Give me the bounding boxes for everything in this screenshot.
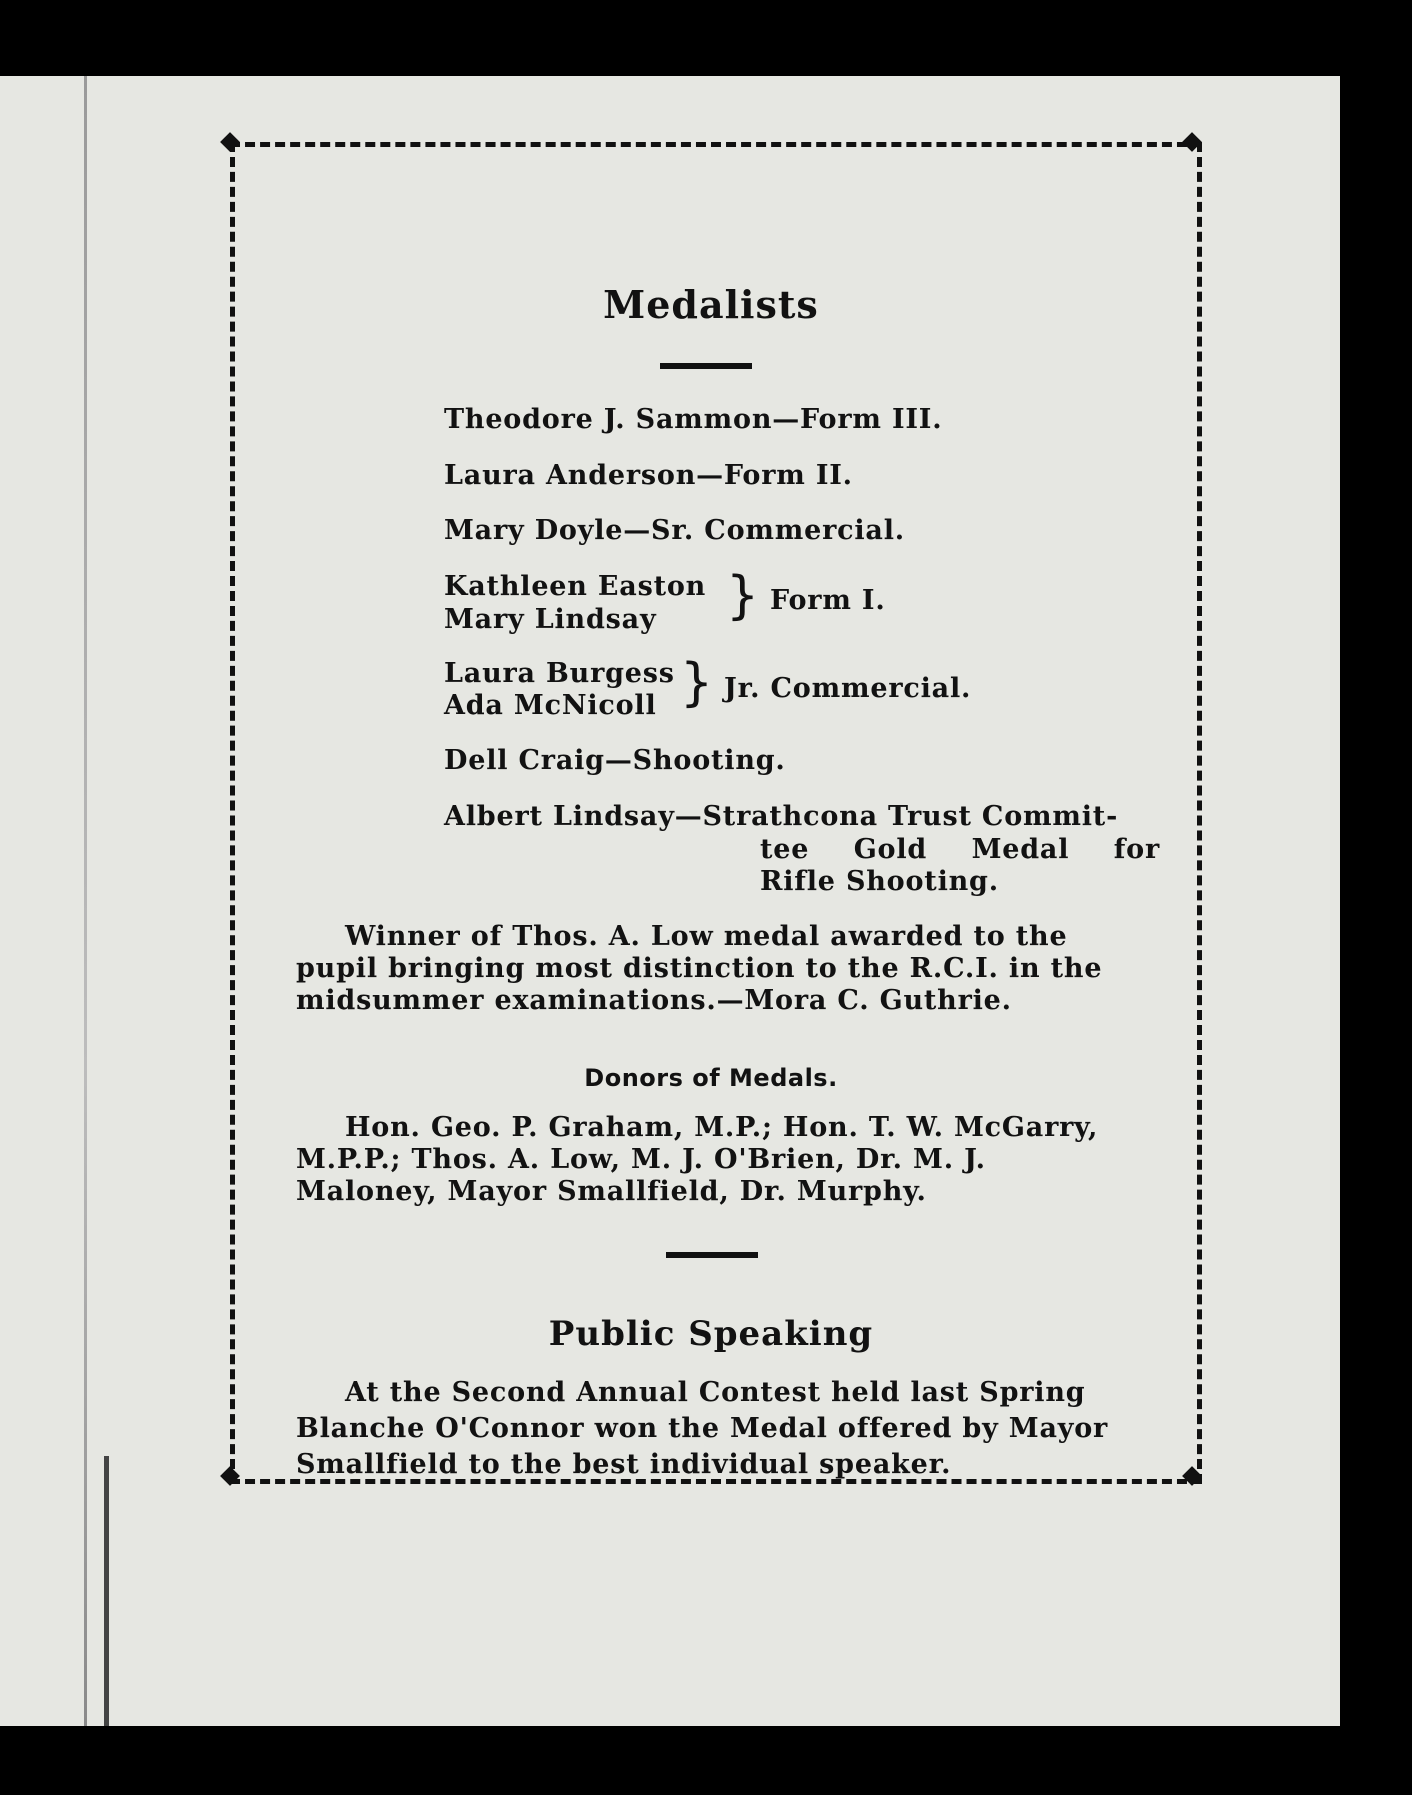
public-speaking-line: Blanche O'Connor won the Medal offered by Mayor — [296, 1413, 1109, 1444]
medalist-entry: Albert Lindsay—Strathcona Trust Commit- — [444, 801, 1119, 832]
section-rule — [660, 363, 752, 369]
group-award: Jr. Commercial. — [724, 673, 972, 704]
donors-line: M.P.P.; Thos. A. Low, M. J. O'Brien, Dr. M. J. — [296, 1144, 986, 1175]
public-speaking-line: At the Second Annual Contest held last Spring — [345, 1377, 1086, 1408]
binding-edge — [104, 1456, 109, 1726]
medalist-entry: Mary Doyle—Sr. Commercial. — [444, 515, 905, 546]
public-speaking-title: Public Speaking — [548, 1314, 874, 1354]
low-medal-line: Winner of Thos. A. Low medal awarded to the — [345, 921, 1068, 952]
low-medal-line: midsummer examinations.—Mora C. Guthrie. — [296, 985, 1012, 1016]
medalist-name: Mary Lindsay — [444, 604, 657, 635]
medalist-name: Kathleen Easton — [444, 571, 707, 602]
medalist-name: Ada McNicoll — [444, 690, 657, 721]
medalist-entry: Laura Anderson—Form II. — [444, 460, 853, 491]
donors-line: Maloney, Mayor Smallfield, Dr. Murphy. — [296, 1176, 927, 1207]
low-medal-line: pupil bringing most distinction to the R.C.I. in the — [296, 953, 1103, 984]
section-rule — [666, 1252, 758, 1258]
donors-heading: Donors of Medals. — [584, 1064, 838, 1092]
group-brace: } — [726, 566, 760, 626]
medalist-entry: Theodore J. Sammon—Form III. — [444, 404, 943, 435]
scan-margin — [1340, 76, 1412, 1726]
document-content — [230, 142, 1192, 1480]
page-fold — [84, 76, 87, 1726]
group-brace: } — [680, 653, 714, 713]
donors-line: Hon. Geo. P. Graham, M.P.; Hon. T. W. McGarry, — [345, 1112, 1099, 1143]
medalist-entry-continuation: Rifle Shooting. — [760, 866, 999, 897]
medalists-title: Medalists — [603, 282, 819, 327]
public-speaking-line: Smallfield to the best individual speaker. — [296, 1449, 952, 1480]
medalist-entry: Dell Craig—Shooting. — [444, 745, 786, 776]
group-award: Form I. — [770, 585, 886, 616]
medalist-entry-continuation: tee Gold Medal for — [760, 834, 1160, 865]
medalist-name: Laura Burgess — [444, 658, 675, 689]
